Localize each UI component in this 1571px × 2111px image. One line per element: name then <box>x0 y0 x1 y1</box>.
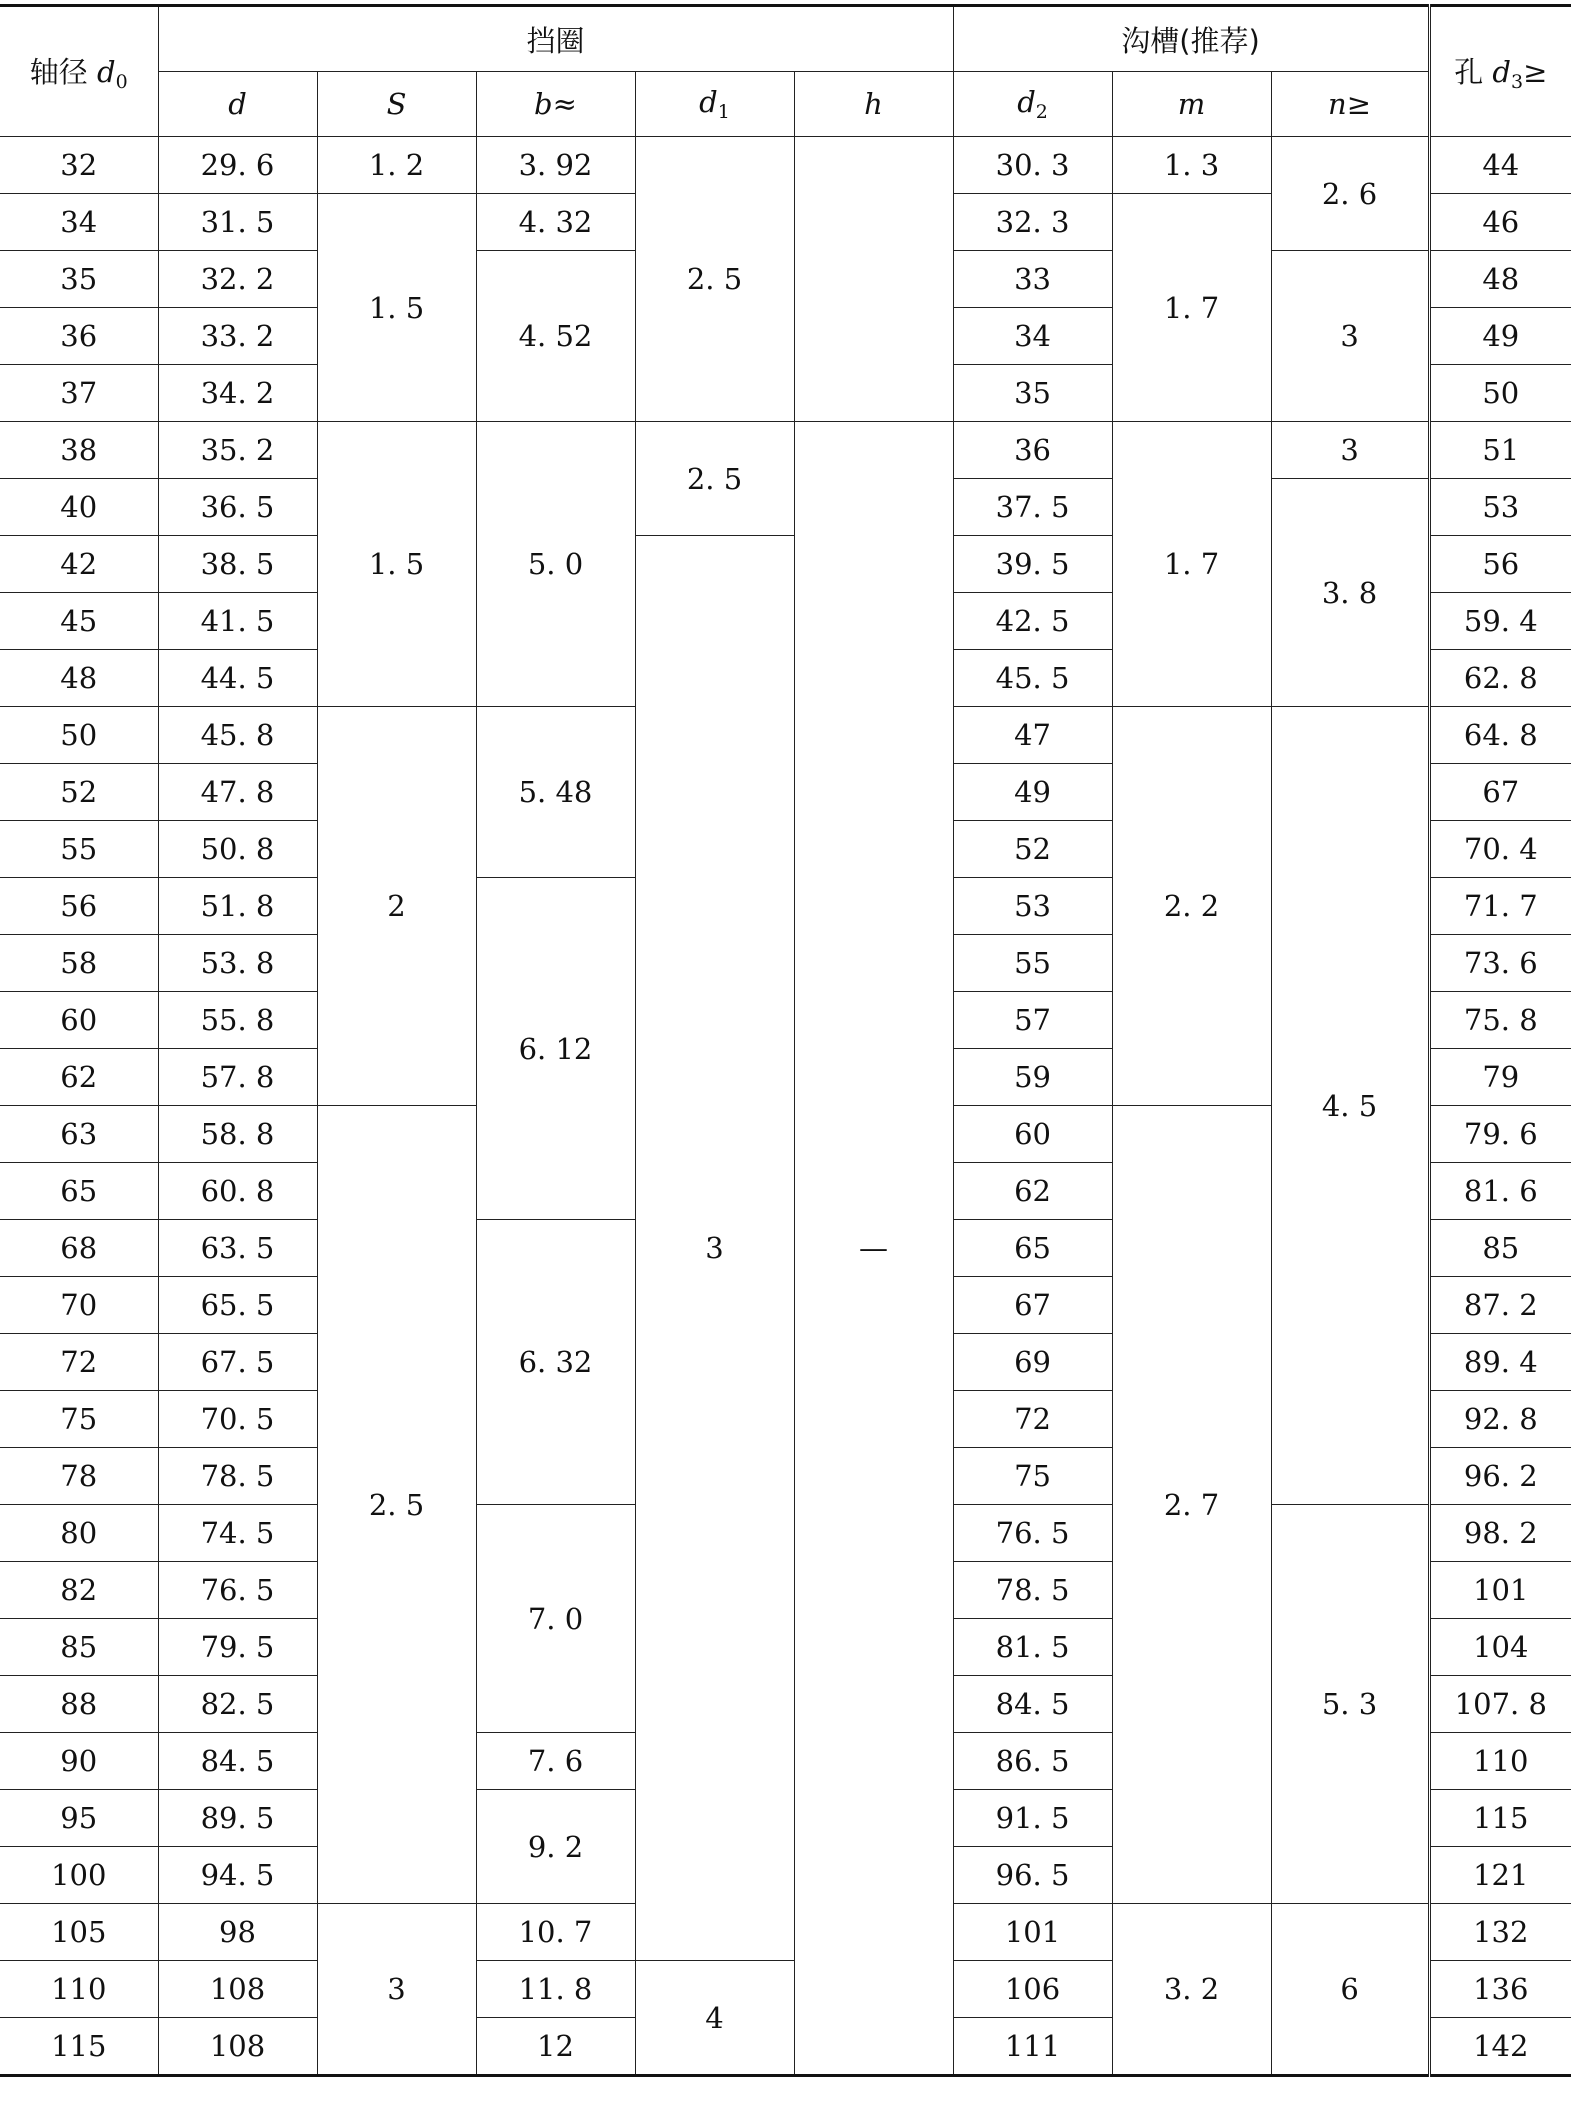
header-b <box>476 72 635 137</box>
cell-d: 58. 8 <box>158 1106 317 1163</box>
cell-b: 7. 0 <box>476 1505 635 1733</box>
header-n-suffix: ≥ <box>1346 87 1372 121</box>
cell-d2: 67 <box>953 1277 1112 1334</box>
cell-d: 33. 2 <box>158 308 317 365</box>
cell-hole-diameter: 73. 6 <box>1429 935 1571 992</box>
cell-b: 6. 12 <box>476 878 635 1220</box>
cell-b: 9. 2 <box>476 1790 635 1904</box>
cell-d2: 34 <box>953 308 1112 365</box>
cell-d: 35. 2 <box>158 422 317 479</box>
header-s <box>317 72 476 137</box>
cell-hole-diameter: 59. 4 <box>1429 593 1571 650</box>
cell-hole-diameter: 142 <box>1429 2018 1571 2076</box>
cell-hole-diameter: 48 <box>1429 251 1571 308</box>
cell-shaft-diameter: 45 <box>0 593 158 650</box>
cell-shaft-diameter: 90 <box>0 1733 158 1790</box>
header-b-suffix: ≈ <box>552 87 577 121</box>
header-shaft-diameter <box>0 6 158 137</box>
cell-hole-diameter: 115 <box>1429 1790 1571 1847</box>
cell-m: 2. 7 <box>1112 1106 1271 1904</box>
header-d2 <box>953 72 1112 137</box>
cell-m: 1. 3 <box>1112 137 1271 194</box>
cell-d2: 57 <box>953 992 1112 1049</box>
cell-hole-diameter: 87. 2 <box>1429 1277 1571 1334</box>
header-n-symbol: n <box>1328 87 1347 121</box>
header-hole-diameter <box>1429 6 1571 137</box>
cell-b: 4. 52 <box>476 251 635 422</box>
cell-s: 3 <box>317 1904 476 2076</box>
header-m-symbol: m <box>1177 87 1206 121</box>
cell-d: 57. 8 <box>158 1049 317 1106</box>
cell-d2: 36 <box>953 422 1112 479</box>
cell-shaft-diameter: 72 <box>0 1334 158 1391</box>
cell-hole-diameter: 62. 8 <box>1429 650 1571 707</box>
cell-d: 29. 6 <box>158 137 317 194</box>
header-hole-subscript: 3 <box>1511 71 1524 93</box>
cell-d1: 2. 5 <box>635 137 794 422</box>
cell-hole-diameter: 79. 6 <box>1429 1106 1571 1163</box>
cell-d1: 3 <box>635 536 794 1961</box>
cell-d2: 32. 3 <box>953 194 1112 251</box>
cell-d: 34. 2 <box>158 365 317 422</box>
cell-d: 74. 5 <box>158 1505 317 1562</box>
cell-shaft-diameter: 35 <box>0 251 158 308</box>
cell-d2: 37. 5 <box>953 479 1112 536</box>
header-groove-group-label: 沟槽(推荐) <box>1121 23 1260 58</box>
cell-shaft-diameter: 58 <box>0 935 158 992</box>
cell-shaft-diameter: 62 <box>0 1049 158 1106</box>
cell-hole-diameter: 75. 8 <box>1429 992 1571 1049</box>
cell-b: 6. 32 <box>476 1220 635 1505</box>
header-h-symbol: h <box>864 87 883 121</box>
table-row <box>0 137 1571 194</box>
cell-d: 51. 8 <box>158 878 317 935</box>
cell-b: 7. 6 <box>476 1733 635 1790</box>
cell-hole-diameter: 53 <box>1429 479 1571 536</box>
header-d2-subscript: 2 <box>1035 101 1048 123</box>
cell-hole-diameter: 136 <box>1429 1961 1571 2018</box>
cell-d: 108 <box>158 1961 317 2018</box>
cell-d: 78. 5 <box>158 1448 317 1505</box>
cell-shaft-diameter: 40 <box>0 479 158 536</box>
cell-hole-diameter: 46 <box>1429 194 1571 251</box>
cell-shaft-diameter: 36 <box>0 308 158 365</box>
cell-d2: 78. 5 <box>953 1562 1112 1619</box>
cell-shaft-diameter: 85 <box>0 1619 158 1676</box>
cell-s: 1. 5 <box>317 422 476 707</box>
cell-d: 89. 5 <box>158 1790 317 1847</box>
cell-shaft-diameter: 56 <box>0 878 158 935</box>
cell-d2: 81. 5 <box>953 1619 1112 1676</box>
cell-hole-diameter: 121 <box>1429 1847 1571 1904</box>
cell-b: 10. 7 <box>476 1904 635 1961</box>
header-hole-label: 孔 <box>1454 55 1484 89</box>
cell-hole-diameter: 101 <box>1429 1562 1571 1619</box>
cell-d2: 45. 5 <box>953 650 1112 707</box>
cell-b: 3. 92 <box>476 137 635 194</box>
cell-d2: 111 <box>953 2018 1112 2076</box>
cell-d: 67. 5 <box>158 1334 317 1391</box>
cell-shaft-diameter: 42 <box>0 536 158 593</box>
cell-hole-diameter: 51 <box>1429 422 1571 479</box>
cell-shaft-diameter: 82 <box>0 1562 158 1619</box>
cell-d: 94. 5 <box>158 1847 317 1904</box>
header-d <box>158 72 317 137</box>
cell-m: 1. 7 <box>1112 422 1271 707</box>
cell-b: 5. 48 <box>476 707 635 878</box>
cell-shaft-diameter: 110 <box>0 1961 158 2018</box>
header-b-symbol: b <box>534 87 553 121</box>
header-d1 <box>635 72 794 137</box>
cell-shaft-diameter: 80 <box>0 1505 158 1562</box>
cell-shaft-diameter: 65 <box>0 1163 158 1220</box>
cell-shaft-diameter: 63 <box>0 1106 158 1163</box>
cell-d: 76. 5 <box>158 1562 317 1619</box>
header-h <box>794 72 953 137</box>
cell-hole-diameter: 67 <box>1429 764 1571 821</box>
cell-b: 11. 8 <box>476 1961 635 2018</box>
cell-d2: 49 <box>953 764 1112 821</box>
cell-hole-diameter: 85 <box>1429 1220 1571 1277</box>
cell-b: 4. 32 <box>476 194 635 251</box>
cell-shaft-diameter: 105 <box>0 1904 158 1961</box>
cell-d: 84. 5 <box>158 1733 317 1790</box>
cell-d: 41. 5 <box>158 593 317 650</box>
table-body <box>0 137 1571 2076</box>
cell-d2: 96. 5 <box>953 1847 1112 1904</box>
cell-n: 3. 8 <box>1271 479 1429 707</box>
cell-h: — <box>794 422 953 2076</box>
cell-shaft-diameter: 100 <box>0 1847 158 1904</box>
cell-hole-diameter: 56 <box>1429 536 1571 593</box>
cell-hole-diameter: 44 <box>1429 137 1571 194</box>
cell-hole-diameter: 81. 6 <box>1429 1163 1571 1220</box>
cell-hole-diameter: 110 <box>1429 1733 1571 1790</box>
cell-s: 1. 5 <box>317 194 476 422</box>
cell-s: 2. 5 <box>317 1106 476 1904</box>
header-hole-suffix: ≥ <box>1523 55 1548 89</box>
cell-m: 1. 7 <box>1112 194 1271 422</box>
cell-d2: 75 <box>953 1448 1112 1505</box>
header-retainer-group-label: 挡圈 <box>526 23 585 58</box>
cell-shaft-diameter: 70 <box>0 1277 158 1334</box>
cell-d2: 91. 5 <box>953 1790 1112 1847</box>
cell-shaft-diameter: 48 <box>0 650 158 707</box>
cell-d: 108 <box>158 2018 317 2076</box>
cell-d2: 69 <box>953 1334 1112 1391</box>
cell-m: 3. 2 <box>1112 1904 1271 2076</box>
cell-d: 38. 5 <box>158 536 317 593</box>
cell-d2: 106 <box>953 1961 1112 2018</box>
header-shaft-diameter-subscript: 0 <box>115 71 128 93</box>
cell-hole-diameter: 70. 4 <box>1429 821 1571 878</box>
cell-d2: 84. 5 <box>953 1676 1112 1733</box>
header-s-symbol: S <box>386 87 407 121</box>
cell-s: 1. 2 <box>317 137 476 194</box>
cell-d: 55. 8 <box>158 992 317 1049</box>
cell-d: 53. 8 <box>158 935 317 992</box>
cell-shaft-diameter: 55 <box>0 821 158 878</box>
cell-hole-diameter: 49 <box>1429 308 1571 365</box>
cell-d2: 86. 5 <box>953 1733 1112 1790</box>
cell-shaft-diameter: 75 <box>0 1391 158 1448</box>
cell-shaft-diameter: 115 <box>0 2018 158 2076</box>
cell-hole-diameter: 92. 8 <box>1429 1391 1571 1448</box>
cell-shaft-diameter: 68 <box>0 1220 158 1277</box>
header-groove-group <box>953 6 1429 72</box>
cell-n: 3 <box>1271 422 1429 479</box>
cell-hole-diameter: 98. 2 <box>1429 1505 1571 1562</box>
cell-d2: 39. 5 <box>953 536 1112 593</box>
cell-shaft-diameter: 34 <box>0 194 158 251</box>
cell-n: 6 <box>1271 1904 1429 2076</box>
cell-d2: 53 <box>953 878 1112 935</box>
cell-d: 50. 8 <box>158 821 317 878</box>
cell-d: 31. 5 <box>158 194 317 251</box>
cell-hole-diameter: 64. 8 <box>1429 707 1571 764</box>
cell-d2: 42. 5 <box>953 593 1112 650</box>
cell-d2: 101 <box>953 1904 1112 1961</box>
cell-n: 2. 6 <box>1271 137 1429 251</box>
cell-d2: 47 <box>953 707 1112 764</box>
cell-d2: 62 <box>953 1163 1112 1220</box>
cell-d: 32. 2 <box>158 251 317 308</box>
cell-d: 44. 5 <box>158 650 317 707</box>
cell-shaft-diameter: 38 <box>0 422 158 479</box>
cell-shaft-diameter: 95 <box>0 1790 158 1847</box>
table-row <box>0 422 1571 479</box>
cell-hole-diameter: 104 <box>1429 1619 1571 1676</box>
cell-shaft-diameter: 78 <box>0 1448 158 1505</box>
cell-m: 2. 2 <box>1112 707 1271 1106</box>
cell-d: 45. 8 <box>158 707 317 764</box>
cell-hole-diameter: 71. 7 <box>1429 878 1571 935</box>
header-d1-symbol: d <box>699 85 718 119</box>
cell-d: 82. 5 <box>158 1676 317 1733</box>
cell-shaft-diameter: 60 <box>0 992 158 1049</box>
cell-d: 98 <box>158 1904 317 1961</box>
cell-d: 70. 5 <box>158 1391 317 1448</box>
cell-n: 4. 5 <box>1271 707 1429 1505</box>
cell-d2: 30. 3 <box>953 137 1112 194</box>
dimension-table <box>0 4 1571 2077</box>
cell-d: 79. 5 <box>158 1619 317 1676</box>
header-retainer-group <box>158 6 953 72</box>
cell-s: 2 <box>317 707 476 1106</box>
cell-d: 36. 5 <box>158 479 317 536</box>
header-m <box>1112 72 1271 137</box>
cell-d2: 60 <box>953 1106 1112 1163</box>
cell-shaft-diameter: 37 <box>0 365 158 422</box>
cell-shaft-diameter: 32 <box>0 137 158 194</box>
cell-d2: 33 <box>953 251 1112 308</box>
cell-d2: 65 <box>953 1220 1112 1277</box>
header-d2-symbol: d <box>1017 85 1036 119</box>
header-shaft-diameter-symbol: d <box>97 55 116 89</box>
cell-d1: 4 <box>635 1961 794 2076</box>
cell-shaft-diameter: 52 <box>0 764 158 821</box>
cell-d2: 72 <box>953 1391 1112 1448</box>
cell-d2: 76. 5 <box>953 1505 1112 1562</box>
cell-d: 47. 8 <box>158 764 317 821</box>
cell-hole-diameter: 89. 4 <box>1429 1334 1571 1391</box>
cell-h <box>794 137 953 422</box>
cell-d2: 35 <box>953 365 1112 422</box>
cell-b: 12 <box>476 2018 635 2076</box>
cell-hole-diameter: 107. 8 <box>1429 1676 1571 1733</box>
header-hole-symbol: d <box>1492 55 1511 89</box>
cell-d: 63. 5 <box>158 1220 317 1277</box>
cell-shaft-diameter: 50 <box>0 707 158 764</box>
cell-hole-diameter: 96. 2 <box>1429 1448 1571 1505</box>
header-d1-subscript: 1 <box>717 101 730 123</box>
cell-d1: 2. 5 <box>635 422 794 536</box>
header-n <box>1271 72 1429 137</box>
cell-n: 5. 3 <box>1271 1505 1429 1904</box>
cell-hole-diameter: 50 <box>1429 365 1571 422</box>
cell-hole-diameter: 132 <box>1429 1904 1571 1961</box>
cell-shaft-diameter: 88 <box>0 1676 158 1733</box>
cell-d: 65. 5 <box>158 1277 317 1334</box>
cell-d2: 59 <box>953 1049 1112 1106</box>
cell-hole-diameter: 79 <box>1429 1049 1571 1106</box>
cell-d2: 55 <box>953 935 1112 992</box>
header-d-symbol: d <box>228 87 247 121</box>
cell-d: 60. 8 <box>158 1163 317 1220</box>
header-shaft-diameter-label: 轴径 <box>29 55 88 89</box>
cell-d2: 52 <box>953 821 1112 878</box>
cell-n: 3 <box>1271 251 1429 422</box>
cell-b: 5. 0 <box>476 422 635 707</box>
